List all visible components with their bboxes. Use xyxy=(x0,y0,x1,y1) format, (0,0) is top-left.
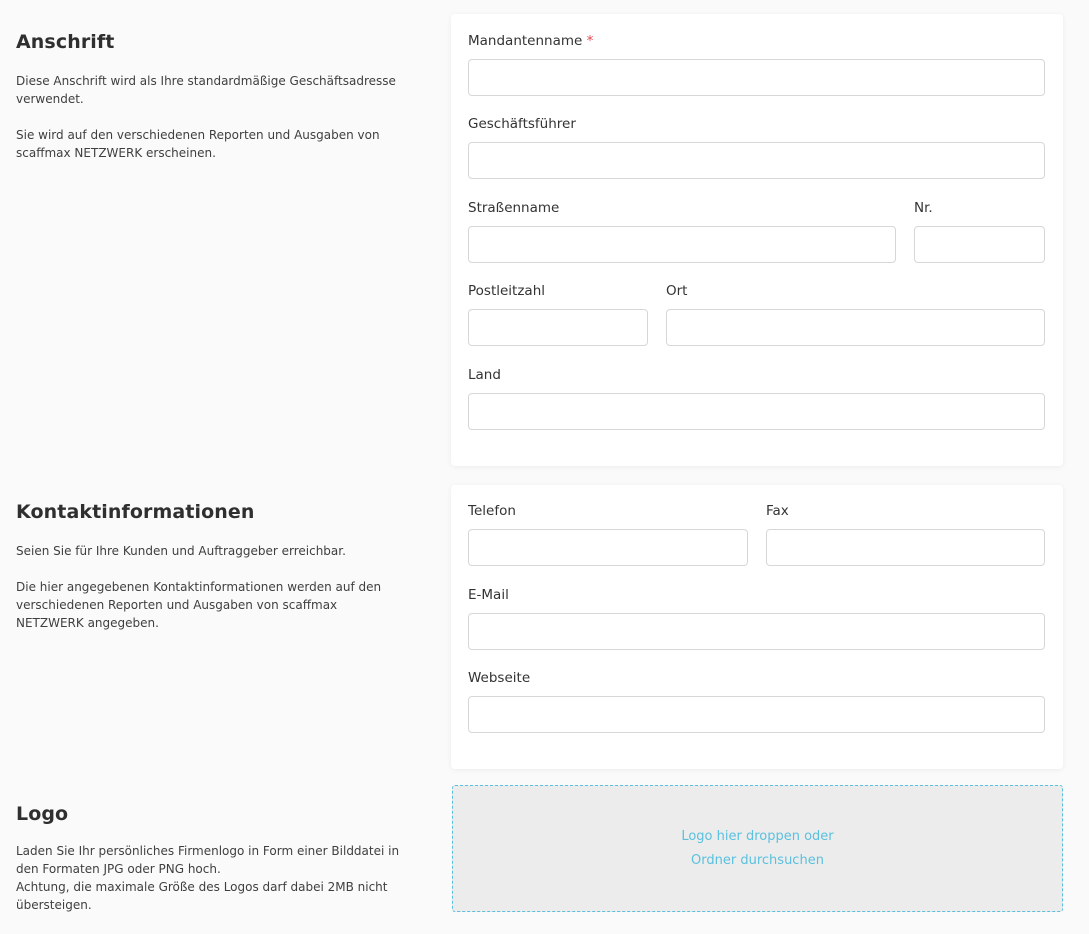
city-label: Ort xyxy=(666,283,688,299)
phone-input[interactable] xyxy=(468,529,748,566)
manager-input[interactable] xyxy=(468,142,1045,179)
client-name-input[interactable] xyxy=(468,59,1045,96)
client-name-label xyxy=(468,33,593,49)
email-input[interactable] xyxy=(468,613,1045,650)
email-label: E-Mail xyxy=(468,587,509,603)
fax-input[interactable] xyxy=(766,529,1045,566)
street-label: Straßenname xyxy=(468,200,560,216)
house-number-label: Nr. xyxy=(914,200,933,216)
logo-section-description xyxy=(16,842,416,914)
house-number-input[interactable] xyxy=(914,226,1045,263)
zip-label: Postleitzahl xyxy=(468,283,546,299)
logo-section-title: Logo xyxy=(16,803,69,825)
client-name-label-text: Mandantenname xyxy=(468,33,583,49)
street-input[interactable] xyxy=(468,226,896,263)
address-desc-paragraph-2: Sie wird auf den verschiedenen Reporten und Ausgaben von scaffmax NETZWERK erscheinen. xyxy=(16,128,380,160)
logo-dropzone[interactable] xyxy=(452,785,1063,912)
city-input[interactable] xyxy=(666,309,1045,346)
manager-label: Geschäftsführer xyxy=(468,116,576,132)
contact-section-description xyxy=(16,542,416,632)
contact-desc-paragraph-2: Die hier angegebenen Kontaktinformationen werden auf den verschiedenen Reporten und Ausgaben von scaffmax NETZWERK angegeben. xyxy=(16,580,382,630)
address-card xyxy=(451,14,1063,466)
required-marker: * xyxy=(586,33,594,49)
website-label: Webseite xyxy=(468,670,531,686)
contact-section-title: Kontaktinformationen xyxy=(16,501,255,523)
address-desc-paragraph-1: Diese Anschrift wird als Ihre standardmäßige Geschäftsadresse verwendet. xyxy=(16,74,396,106)
dropzone-drop-text: Logo hier droppen oder xyxy=(681,829,834,844)
website-input[interactable] xyxy=(468,696,1045,733)
contact-card xyxy=(451,485,1063,769)
dropzone-browse-link[interactable]: Ordner durchsuchen xyxy=(691,853,824,868)
logo-desc-paragraph: Laden Sie Ihr persönliches Firmenlogo in Form einer Bilddatei in den Formaten JPG oder PNG hoch. Achtung, die maximale Größe des Logos darf dabei 2MB nicht übersteigen. xyxy=(16,844,400,912)
address-section-title: Anschrift xyxy=(16,31,115,53)
country-input[interactable] xyxy=(468,393,1045,430)
phone-label: Telefon xyxy=(468,503,516,519)
address-section-description xyxy=(16,72,416,162)
zip-input[interactable] xyxy=(468,309,648,346)
country-label: Land xyxy=(468,367,501,383)
fax-label: Fax xyxy=(766,503,789,519)
contact-desc-paragraph-1: Seien Sie für Ihre Kunden und Auftraggeber erreichbar. xyxy=(16,544,346,558)
